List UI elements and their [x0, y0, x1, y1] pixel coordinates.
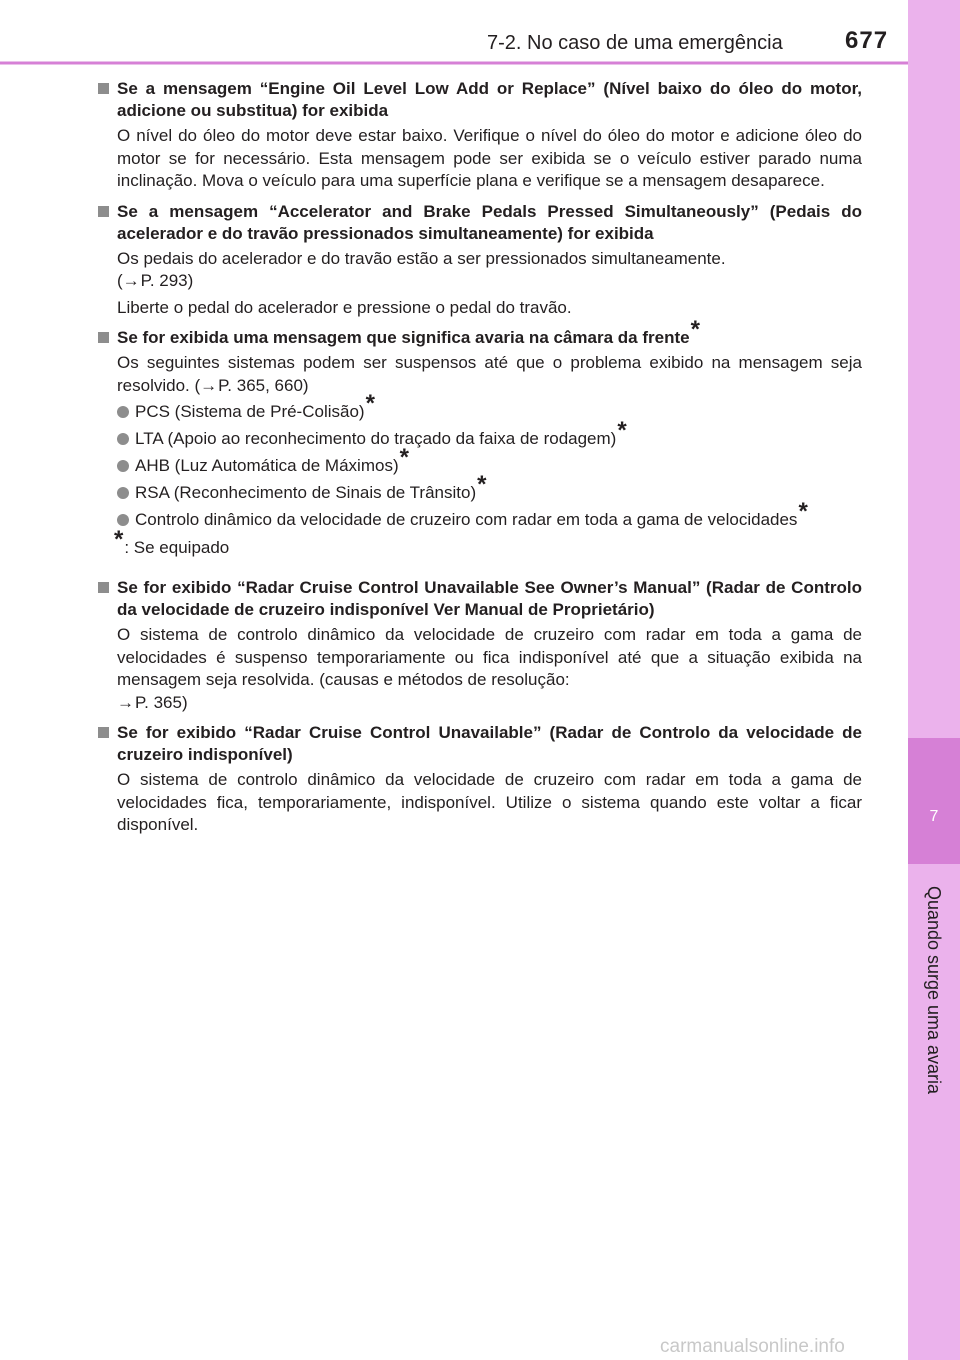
square-bullet-icon — [98, 727, 109, 738]
asterisk-icon: * — [617, 417, 627, 444]
square-bullet-icon — [98, 206, 109, 217]
list-item-text: RSA (Reconhecimento de Sinais de Trânsito) — [135, 483, 477, 502]
page-reference[interactable]: P. 365) — [135, 692, 188, 712]
asterisk-icon: * — [690, 316, 700, 343]
body-text: O sistema de controlo dinâmico da velocidade de cruzeiro com radar em toda a gama de velocidades é suspenso temporariamente ou fica indisponível até que a situação exibida na mensagem seja resolvida. (causas e métodos de resolução: — [117, 625, 862, 689]
round-bullet-icon — [117, 406, 129, 418]
chapter-side-tab — [908, 0, 960, 1360]
list-item-text: AHB (Luz Automática de Máximos) — [135, 456, 399, 475]
asterisk-icon: * — [399, 444, 409, 471]
heading-text: Se a mensagem “Accelerator and Brake Pedals Pressed Simultaneously” (Pedais do acelerador e do travão pressionados simultaneamente) for exibida — [117, 201, 862, 243]
chapter-number-box — [908, 738, 960, 864]
chapter-number: 7 — [929, 808, 939, 825]
section-heading — [98, 577, 862, 621]
list-item — [98, 390, 862, 423]
arrow-right-icon: → — [122, 271, 140, 290]
body-text: Os pedais do acelerador e do travão estão a ser pressionados simultaneamente. — [117, 248, 726, 268]
section-radar-see-manual — [98, 577, 862, 714]
section-heading — [98, 78, 862, 122]
open-paren: ( — [117, 271, 123, 290]
round-bullet-icon — [117, 433, 129, 445]
asterisk-icon: * — [477, 471, 487, 498]
list-item-text: PCS (Sistema de Pré-Colisão) — [135, 402, 365, 421]
heading-text: Se for exibido “Radar Cruise Control Unavailable” (Radar de Controlo da velocidade de cruzeiro indisponível) — [117, 723, 862, 764]
section-body — [98, 352, 862, 397]
section-body: O sistema de controlo dinâmico da velocidade de cruzeiro com radar em toda a gama de velocidades fica, temporariamente, indisponível. Utilize o sistema quando este voltar a ficar disponível. — [117, 770, 862, 834]
chapter-title: Quando surge uma avaria — [924, 885, 944, 1095]
round-bullet-icon — [117, 514, 129, 526]
section-body: O nível do óleo do motor deve estar baixo. Verifique o nível do óleo do motor e adicione óleo do motor se for necessário. Esta mensagem pode ser exibida se o veículo estiver parado numa inclinação. Mova o veículo para uma superfície plana e verifique se a mensagem desaparece. — [117, 126, 862, 190]
page-header — [0, 0, 908, 66]
list-item — [98, 471, 862, 504]
square-bullet-icon — [98, 83, 109, 94]
heading-text: Se a mensagem “Engine Oil Level Low Add or Replace” (Nível baixo do óleo do motor, adicione ou substitua) for exibida — [117, 79, 862, 120]
list-item — [98, 417, 862, 450]
square-bullet-icon — [98, 582, 109, 593]
arrow-right-icon: → — [200, 375, 218, 395]
page-number: 677 — [845, 27, 889, 54]
page-reference[interactable]: P. 293) — [140, 271, 194, 290]
page-reference[interactable]: P. 365, 660) — [218, 375, 309, 395]
asterisk-icon: * — [114, 526, 124, 553]
section-radar-unavailable — [98, 722, 862, 837]
square-bullet-icon — [98, 332, 109, 343]
footnote — [98, 526, 862, 559]
list-item-text: Controlo dinâmico da velocidade de cruzeiro com radar em toda a gama de velocidades — [135, 510, 798, 529]
section-front-camera — [98, 316, 862, 559]
section-body — [98, 248, 862, 293]
section-title: 7-2. No caso de uma emergência — [487, 32, 783, 54]
page-content — [98, 78, 862, 845]
round-bullet-icon — [117, 460, 129, 472]
heading-text: Se for exibida uma mensagem que significa avaria na câmara da frente — [117, 328, 690, 347]
section-heading — [98, 722, 862, 766]
section-engine-oil — [98, 78, 862, 193]
asterisk-icon: * — [365, 390, 375, 417]
heading-text: Se for exibido “Radar Cruise Control Unavailable See Owner’s Manual” (Radar de Controlo da velocidade de cruzeiro indisponível Ver Manual de Proprietário) — [117, 578, 862, 619]
list-item-text: LTA (Apoio ao reconhecimento do traçado da faixa de rodagem) — [135, 429, 617, 448]
body-text: Os seguintes sistemas podem ser suspensos até que o problema exibido na mensagem seja resolvido. ( — [117, 353, 862, 395]
list-item — [98, 498, 862, 531]
round-bullet-icon — [117, 487, 129, 499]
footnote-text: : Se equipado — [124, 538, 230, 557]
watermark: carmanualsonline.info — [660, 1336, 845, 1357]
section-body — [98, 624, 862, 714]
asterisk-icon: * — [798, 498, 808, 525]
section-pedals — [98, 201, 862, 320]
section-body: Liberte o pedal do acelerador e pressione o pedal do travão. — [117, 297, 572, 317]
section-heading — [98, 201, 862, 245]
section-heading — [98, 316, 862, 349]
arrow-right-icon: → — [117, 692, 134, 712]
